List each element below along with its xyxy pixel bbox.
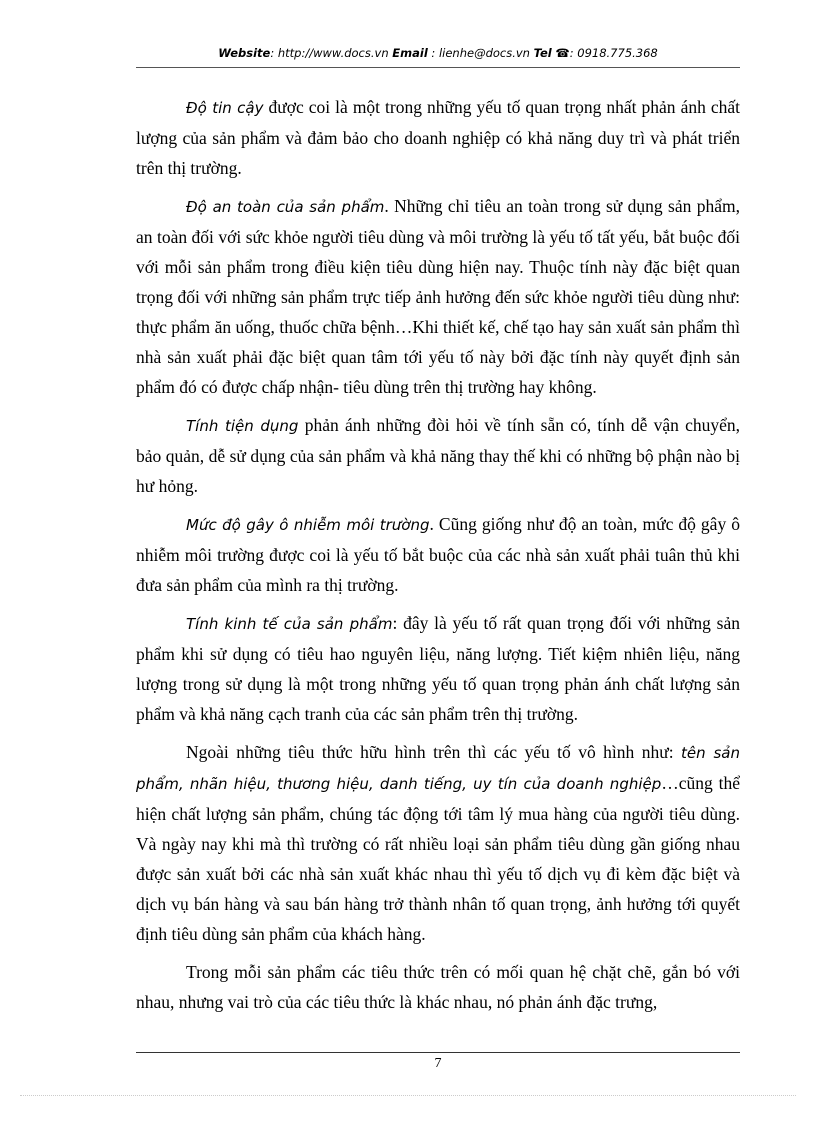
website-value: : http://www.docs.vn — [270, 46, 389, 60]
term-convenience: Tính tiện dụng — [186, 417, 299, 435]
paragraph-intangible: Ngoài những tiêu thức hữu hình trên thì các yếu tố vô hình như: tên sản phẩm, nhãn hiệu, thương hiệu, danh tiếng, uy tín của doanh nghiệp…cũng thể hiện chất lượng sản phẩm, chúng tác động tới tâm lý mua hàng của người tiêu dùng. Và ngày nay khi mà thì trường có rất nhiều loại sản phẩm tiêu dùng gần giống nhau được sản xuất bởi các nhà sản xuất khác nhau thì yếu tố dịch vụ đi kèm đặc biệt và dịch vụ bán hàng và sau bán hàng trở thành nhân tố quan trọng, ảnh hưởng tới quyết định tiêu dùng sản phẩm của khách hàng. — [136, 742, 741, 944]
paragraph-convenience: Tính tiện dụng phản ánh những đòi hỏi về tính sẵn có, tính dễ vận chuyển, bảo quản, dễ sử dụng của sản phẩm và khả năng thay thế khi có những bộ phận nào bị hư hỏng. — [136, 415, 740, 496]
page-bottom-border — [20, 1095, 796, 1096]
email-value: : lienhe@docs.vn — [431, 46, 530, 60]
header-divider — [136, 67, 740, 68]
paragraph-economy: Tính kinh tế của sản phẩm: đây là yếu tố rất quan trọng đối với những sản phẩm khi sử dụng có tiêu hao nguyên liệu, năng lượng. Tiết kiệm nhiên liệu, năng lượng trong sử dụng là một trong những yếu tố quan trọng phản ánh chất lượng sản phẩm và khả năng cạch tranh của các sản phẩm trên thị trường. — [136, 613, 741, 724]
term-safety: Độ an toàn của sản phẩm — [186, 198, 385, 216]
page-header — [136, 46, 740, 60]
term-economy: Tính kinh tế của sản phẩm — [186, 615, 393, 633]
term-pollution: Mức độ gây ô nhiễm môi trường — [186, 516, 430, 534]
paragraph-safety: Độ an toàn của sản phẩm. Những chỉ tiêu an toàn trong sử dụng sản phẩm, an toàn đối với sức khỏe người tiêu dùng và môi trường là yếu tố tất yếu, bắt buộc đối với mỗi sản phẩm trong điều kiện tiêu dùng hiện nay. Thuộc tính này đặc biệt quan trọng đối với những sản phẩm trực tiếp ảnh hưởng đến sức khỏe người tiêu dùng như: thực phẩm ăn uống, thuốc chữa bệnh…Khi thiết kế, chế tạo hay sản xuất sản phẩm thì nhà sản xuất phải đặc biệt quan tâm tới yếu tố này bởi đặc tính này quyết định sản phẩm đó có được chấp nhận- tiêu dùng trên thị trường hay không. — [136, 196, 740, 397]
footer-divider — [136, 1052, 740, 1053]
website-label: Website — [218, 46, 271, 60]
document-body — [136, 92, 740, 1025]
paragraph-pollution: Mức độ gây ô nhiễm môi trường. Cũng giống như độ an toàn, mức độ gây ô nhiễm môi trường được coi là yếu tố bắt buộc của các nhà sản xuất phải tuân thủ khi đưa sản phẩm của mình ra thị trường. — [136, 514, 740, 595]
tel-label: Tel — [533, 46, 552, 60]
page-number: 7 — [434, 1056, 442, 1071]
term-reliability: Độ tin cậy — [186, 99, 264, 117]
paragraph-relationship: Trong mỗi sản phẩm các tiêu thức trên có mối quan hệ chặt chẽ, gắn bó với nhau, nhưng vai trò của các tiêu thức là khác nhau, nó phản ánh đặc trưng, — [136, 962, 740, 1012]
telephone-icon: ☎ — [555, 46, 570, 60]
email-label: Email — [392, 46, 428, 60]
tel-value: : 0918.775.368 — [569, 46, 658, 60]
intangible-factors: tên sản phẩm, nhãn hiệu, thương hiệu, danh tiếng, uy tín của doanh nghiệp — [136, 744, 741, 793]
paragraph-reliability: Độ tin cậy được coi là một trong những yếu tố quan trọng nhất phản ánh chất lượng của sản phẩm và đảm bảo cho doanh nghiệp có khả năng duy trì và phát triển trên thị trường. — [136, 97, 741, 178]
